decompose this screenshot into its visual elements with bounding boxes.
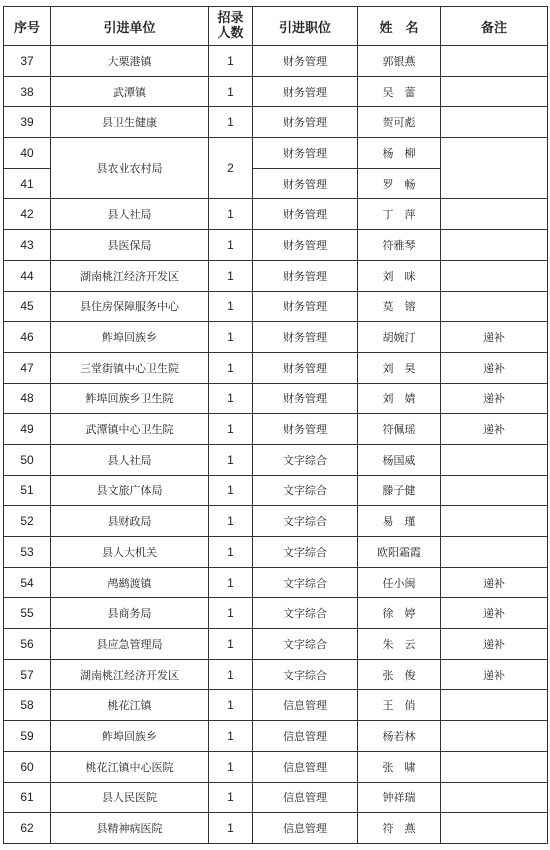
table-row xyxy=(4,76,548,107)
cell-remark xyxy=(441,721,548,752)
cell-seq: 61 xyxy=(4,782,51,813)
cell-remark xyxy=(441,107,548,138)
cell-name: 吴 蕾 xyxy=(358,76,441,107)
cell-remark xyxy=(441,537,548,568)
header-unit: 引进单位 xyxy=(51,7,209,46)
cell-seq: 56 xyxy=(4,629,51,660)
cell-remark xyxy=(441,751,548,782)
table-row xyxy=(4,414,548,445)
cell-seq: 49 xyxy=(4,414,51,445)
cell-unit: 县应急管理局 xyxy=(51,629,209,660)
cell-unit: 县商务局 xyxy=(51,598,209,629)
cell-name: 胡婉汀 xyxy=(358,322,441,353)
cell-name: 欧阳霜霞 xyxy=(358,537,441,568)
table-row xyxy=(4,690,548,721)
cell-unit: 湖南桃江经济开发区 xyxy=(51,659,209,690)
cell-name: 符雅琴 xyxy=(358,230,441,261)
cell-position: 财务管理 xyxy=(253,260,358,291)
table-header-row xyxy=(4,7,548,46)
cell-seq: 47 xyxy=(4,352,51,383)
cell-unit: 县人社局 xyxy=(51,444,209,475)
cell-count: 1 xyxy=(209,506,253,537)
cell-position: 财务管理 xyxy=(253,76,358,107)
table-row xyxy=(4,322,548,353)
cell-name: 罗 畅 xyxy=(358,168,441,199)
cell-name: 张 啸 xyxy=(358,751,441,782)
cell-remark xyxy=(441,813,548,844)
cell-seq: 58 xyxy=(4,690,51,721)
header-count-line2: 人数 xyxy=(217,26,244,41)
cell-name: 徐 婷 xyxy=(358,598,441,629)
cell-unit: 武潭镇中心卫生院 xyxy=(51,414,209,445)
cell-remark: 递补 xyxy=(441,567,548,598)
cell-count: 1 xyxy=(209,107,253,138)
cell-name: 刘 咪 xyxy=(358,260,441,291)
cell-unit: 桃花江镇中心医院 xyxy=(51,751,209,782)
cell-name: 张 俊 xyxy=(358,659,441,690)
cell-count: 1 xyxy=(209,475,253,506)
cell-name: 杨国威 xyxy=(358,444,441,475)
cell-seq: 44 xyxy=(4,260,51,291)
header-count-line1: 招录 xyxy=(217,11,244,26)
cell-position: 文字综合 xyxy=(253,444,358,475)
header-remark: 备注 xyxy=(441,7,548,46)
cell-count: 1 xyxy=(209,383,253,414)
table-row xyxy=(4,629,548,660)
cell-remark: 递补 xyxy=(441,352,548,383)
cell-position: 文字综合 xyxy=(253,629,358,660)
cell-unit: 大栗港镇 xyxy=(51,46,209,77)
cell-remark xyxy=(441,444,548,475)
cell-position: 财务管理 xyxy=(253,107,358,138)
table-row xyxy=(4,537,548,568)
cell-unit: 县文旅广体局 xyxy=(51,475,209,506)
cell-name: 滕子健 xyxy=(358,475,441,506)
cell-remark xyxy=(441,690,548,721)
cell-position: 文字综合 xyxy=(253,475,358,506)
cell-seq: 40 xyxy=(4,138,51,169)
cell-count: 1 xyxy=(209,659,253,690)
cell-unit: 鲊埠回族乡 xyxy=(51,322,209,353)
cell-count: 2 xyxy=(209,138,253,199)
cell-remark xyxy=(441,199,548,230)
cell-unit: 县卫生健康 xyxy=(51,107,209,138)
cell-unit: 县人大机关 xyxy=(51,537,209,568)
cell-name: 莫 镕 xyxy=(358,291,441,322)
cell-remark: 递补 xyxy=(441,659,548,690)
table-row xyxy=(4,659,548,690)
cell-count: 1 xyxy=(209,444,253,475)
table-row xyxy=(4,46,548,77)
cell-seq: 50 xyxy=(4,444,51,475)
personnel-table xyxy=(3,6,548,844)
cell-remark xyxy=(441,782,548,813)
cell-name: 杨 柳 xyxy=(358,138,441,169)
cell-name: 朱 云 xyxy=(358,629,441,660)
cell-count: 1 xyxy=(209,76,253,107)
cell-remark: 递补 xyxy=(441,629,548,660)
cell-position: 财务管理 xyxy=(253,138,358,169)
cell-remark: 递补 xyxy=(441,383,548,414)
cell-remark: 递补 xyxy=(441,414,548,445)
cell-position: 文字综合 xyxy=(253,506,358,537)
cell-unit: 鸬鹚渡镇 xyxy=(51,567,209,598)
cell-position: 财务管理 xyxy=(253,383,358,414)
cell-name: 刘 婧 xyxy=(358,383,441,414)
cell-seq: 46 xyxy=(4,322,51,353)
cell-count: 1 xyxy=(209,46,253,77)
cell-position: 信息管理 xyxy=(253,813,358,844)
cell-name: 丁 萍 xyxy=(358,199,441,230)
cell-remark xyxy=(441,46,548,77)
cell-count: 1 xyxy=(209,629,253,660)
table-row xyxy=(4,598,548,629)
cell-remark xyxy=(441,291,548,322)
table-row xyxy=(4,107,548,138)
cell-seq: 45 xyxy=(4,291,51,322)
cell-seq: 42 xyxy=(4,199,51,230)
cell-position: 财务管理 xyxy=(253,352,358,383)
cell-name: 贺可彪 xyxy=(358,107,441,138)
cell-position: 财务管理 xyxy=(253,199,358,230)
cell-count: 1 xyxy=(209,322,253,353)
cell-name: 钟祥瑞 xyxy=(358,782,441,813)
cell-position: 信息管理 xyxy=(253,690,358,721)
cell-unit: 县住房保障服务中心 xyxy=(51,291,209,322)
cell-count: 1 xyxy=(209,598,253,629)
table-row xyxy=(4,444,548,475)
cell-seq: 51 xyxy=(4,475,51,506)
cell-position: 文字综合 xyxy=(253,567,358,598)
table-row xyxy=(4,475,548,506)
cell-count: 1 xyxy=(209,291,253,322)
cell-count: 1 xyxy=(209,352,253,383)
cell-seq: 57 xyxy=(4,659,51,690)
cell-count: 1 xyxy=(209,260,253,291)
cell-count: 1 xyxy=(209,751,253,782)
table-row xyxy=(4,260,548,291)
table-row xyxy=(4,782,548,813)
cell-unit: 湖南桃江经济开发区 xyxy=(51,260,209,291)
cell-seq: 52 xyxy=(4,506,51,537)
cell-unit: 县农业农村局 xyxy=(51,138,209,199)
cell-count: 1 xyxy=(209,230,253,261)
cell-position: 文字综合 xyxy=(253,659,358,690)
cell-position: 财务管理 xyxy=(253,291,358,322)
cell-seq: 54 xyxy=(4,567,51,598)
cell-seq: 38 xyxy=(4,76,51,107)
cell-name: 任小闽 xyxy=(358,567,441,598)
table-row xyxy=(4,199,548,230)
cell-unit: 县人社局 xyxy=(51,199,209,230)
cell-position: 财务管理 xyxy=(253,414,358,445)
cell-position: 财务管理 xyxy=(253,46,358,77)
cell-unit: 县人民医院 xyxy=(51,782,209,813)
cell-seq: 60 xyxy=(4,751,51,782)
cell-position: 财务管理 xyxy=(253,168,358,199)
cell-unit: 县财政局 xyxy=(51,506,209,537)
cell-name: 郭银燕 xyxy=(358,46,441,77)
cell-remark xyxy=(441,76,548,107)
cell-position: 文字综合 xyxy=(253,537,358,568)
cell-unit: 鲊埠回族乡卫生院 xyxy=(51,383,209,414)
cell-position: 财务管理 xyxy=(253,322,358,353)
header-name: 姓 名 xyxy=(358,7,441,46)
cell-count: 1 xyxy=(209,782,253,813)
table-row xyxy=(4,567,548,598)
header-position: 引进职位 xyxy=(253,7,358,46)
cell-name: 刘 昊 xyxy=(358,352,441,383)
table-row xyxy=(4,291,548,322)
table-row xyxy=(4,230,548,261)
cell-name: 杨若林 xyxy=(358,721,441,752)
cell-seq: 48 xyxy=(4,383,51,414)
cell-unit: 武潭镇 xyxy=(51,76,209,107)
cell-seq: 39 xyxy=(4,107,51,138)
cell-count: 1 xyxy=(209,567,253,598)
cell-unit: 县精神病医院 xyxy=(51,813,209,844)
cell-unit: 鲊埠回族乡 xyxy=(51,721,209,752)
cell-remark xyxy=(441,230,548,261)
cell-seq: 43 xyxy=(4,230,51,261)
header-count xyxy=(209,7,253,46)
cell-position: 信息管理 xyxy=(253,751,358,782)
cell-remark xyxy=(441,138,548,199)
table-row xyxy=(4,813,548,844)
cell-count: 1 xyxy=(209,199,253,230)
table-row xyxy=(4,751,548,782)
cell-name: 符佩瑶 xyxy=(358,414,441,445)
cell-unit: 县医保局 xyxy=(51,230,209,261)
table-row xyxy=(4,352,548,383)
cell-position: 财务管理 xyxy=(253,230,358,261)
cell-unit: 桃花江镇 xyxy=(51,690,209,721)
cell-seq: 53 xyxy=(4,537,51,568)
cell-count: 1 xyxy=(209,721,253,752)
cell-remark xyxy=(441,506,548,537)
cell-seq: 59 xyxy=(4,721,51,752)
table-row xyxy=(4,721,548,752)
cell-seq: 62 xyxy=(4,813,51,844)
cell-count: 1 xyxy=(209,813,253,844)
cell-unit: 三堂街镇中心卫生院 xyxy=(51,352,209,383)
cell-remark: 递补 xyxy=(441,598,548,629)
cell-position: 信息管理 xyxy=(253,782,358,813)
cell-count: 1 xyxy=(209,690,253,721)
table-row xyxy=(4,138,548,169)
cell-position: 信息管理 xyxy=(253,721,358,752)
cell-position: 文字综合 xyxy=(253,598,358,629)
cell-name: 易 瑾 xyxy=(358,506,441,537)
cell-seq: 55 xyxy=(4,598,51,629)
cell-remark xyxy=(441,260,548,291)
cell-name: 王 俏 xyxy=(358,690,441,721)
header-seq: 序号 xyxy=(4,7,51,46)
cell-name: 符 燕 xyxy=(358,813,441,844)
cell-seq: 37 xyxy=(4,46,51,77)
cell-remark: 递补 xyxy=(441,322,548,353)
cell-remark xyxy=(441,475,548,506)
cell-seq: 41 xyxy=(4,168,51,199)
table-row xyxy=(4,506,548,537)
cell-count: 1 xyxy=(209,414,253,445)
cell-count: 1 xyxy=(209,537,253,568)
table-row xyxy=(4,383,548,414)
